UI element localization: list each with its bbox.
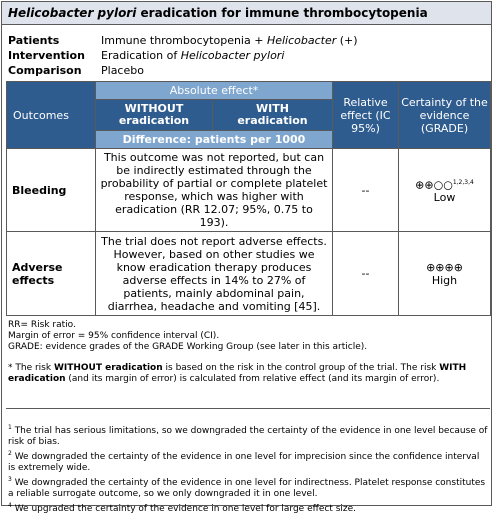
footnote-2 xyxy=(8,448,488,474)
footnote-1 xyxy=(8,422,488,448)
footnote-text: We upgraded the certainty of the evidence in one level for large effect size. xyxy=(11,504,357,514)
outcome-bleeding: Bleeding xyxy=(7,149,96,232)
with-eradication-header: WITH eradication xyxy=(213,100,333,131)
absolute-effect-header: Absolute effect* xyxy=(96,82,333,100)
footnote-number: 3 xyxy=(8,476,12,483)
footnote-number: 2 xyxy=(8,450,12,457)
table-title xyxy=(2,2,491,25)
footnote-text: We downgraded the certainty of the evidence in one level for indirectness. Platelet response constitutes a reliable surrogate outcome, so we only downgraded it in one level. xyxy=(8,478,486,499)
footnote-3 xyxy=(8,474,488,500)
relative-effect-header xyxy=(333,82,399,149)
certainty-header-text: Certainty of the evidence (GRADE) xyxy=(401,95,488,135)
note-grade: GRADE: evidence grades of the GRADE Working Group (see later in this article). xyxy=(8,342,368,352)
intervention-row xyxy=(8,48,358,63)
outcome-adverse-effects: Adverse effects xyxy=(7,232,96,316)
title-rest: eradication for immune thrombocytopenia xyxy=(136,6,428,20)
without-eradication-header: WITHOUT eradication xyxy=(96,100,213,131)
patients-label: Patients xyxy=(8,34,60,47)
table-notes xyxy=(8,320,488,385)
grade-circles-icon: ⊕⊕⊕⊕ xyxy=(426,260,463,274)
footnote-4 xyxy=(8,500,488,515)
comparison-value: Placebo xyxy=(101,64,144,77)
note-rr: RR= Risk ratio. xyxy=(8,320,76,330)
certainty-footnote-refs: 1,2,3,4 xyxy=(452,178,474,186)
note-margin: Margin of error = 95% confidence interval (CI). xyxy=(8,331,220,341)
intervention-value xyxy=(101,48,284,63)
footnote-number: 4 xyxy=(8,502,12,509)
patients-row xyxy=(8,33,358,48)
patients-value-post: (+) xyxy=(336,34,358,47)
title-italic: Helicobacter pylori xyxy=(8,6,137,20)
patients-value-pre: Immune thrombocytopenia + xyxy=(101,34,267,47)
certainty-bleeding xyxy=(399,149,491,232)
note-risk-part2: is based on the risk in the control group of the trial. The risk xyxy=(162,363,440,373)
divider xyxy=(6,408,490,409)
footnote-text: We downgraded the certainty of the evidence in one level for imprecision since the confidence interval is extremely wide. xyxy=(8,452,480,473)
footnotes xyxy=(8,422,488,515)
comparison-row xyxy=(8,63,358,78)
table-row xyxy=(7,149,491,232)
difference-header xyxy=(96,131,333,149)
certainty-label: High xyxy=(431,273,458,287)
intervention-value-italic: Helicobacter pylori xyxy=(180,49,285,62)
note-risk-part3: (and its margin of error) is calculated from relative effect (and its margin of error). xyxy=(65,374,440,384)
certainty-header xyxy=(399,82,491,149)
footnote-text: The trial has serious limitations, so we downgraded the certainty of the evidence in one level because of risk of bias. xyxy=(8,426,488,447)
intervention-label: Intervention xyxy=(8,49,85,62)
difference-header-text: Difference: patients per 1000 xyxy=(122,133,306,146)
table-row xyxy=(7,232,491,316)
grade-circles-icon: ⊕⊕○○ xyxy=(415,178,453,192)
footnote-number: 1 xyxy=(8,424,12,431)
summary-of-findings-table xyxy=(1,1,492,514)
note-risk-part1: * The risk xyxy=(8,363,54,373)
comparison-label: Comparison xyxy=(8,64,82,77)
relative-effect-adverse: -- xyxy=(333,232,399,316)
patients-value xyxy=(101,33,358,48)
certainty-adverse xyxy=(399,232,491,316)
intervention-value-pre: Eradication of xyxy=(101,49,181,62)
note-risk-bold1: WITHOUT eradication xyxy=(53,363,163,373)
relative-effect-bleeding: -- xyxy=(333,149,399,232)
outcomes-header: Outcomes xyxy=(7,82,96,149)
absolute-effect-adverse: The trial does not report adverse effects. However, based on other studies we know eradication therapy produces adverse effects in 14% to 27% of patients, mainly abdominal pain, diarrhea, headache and vomiting [45]. xyxy=(96,232,333,316)
absolute-effect-bleeding: This outcome was not reported, but can be indirectly estimated through the probability of partial or complete platelet response, which was higher with eradication (RR 12.07; 95%, 0.75 to 193). xyxy=(96,149,333,232)
note-risk xyxy=(8,363,488,385)
note-risk-bold2: WITH eradication xyxy=(8,363,467,384)
certainty-label: Low xyxy=(433,191,456,205)
patients-value-italic: Helicobacter xyxy=(266,34,337,47)
pico-block xyxy=(8,33,358,78)
relative-effect-header-text: Relative effect (IC 95%) xyxy=(340,95,391,135)
outcomes-table xyxy=(6,81,491,316)
